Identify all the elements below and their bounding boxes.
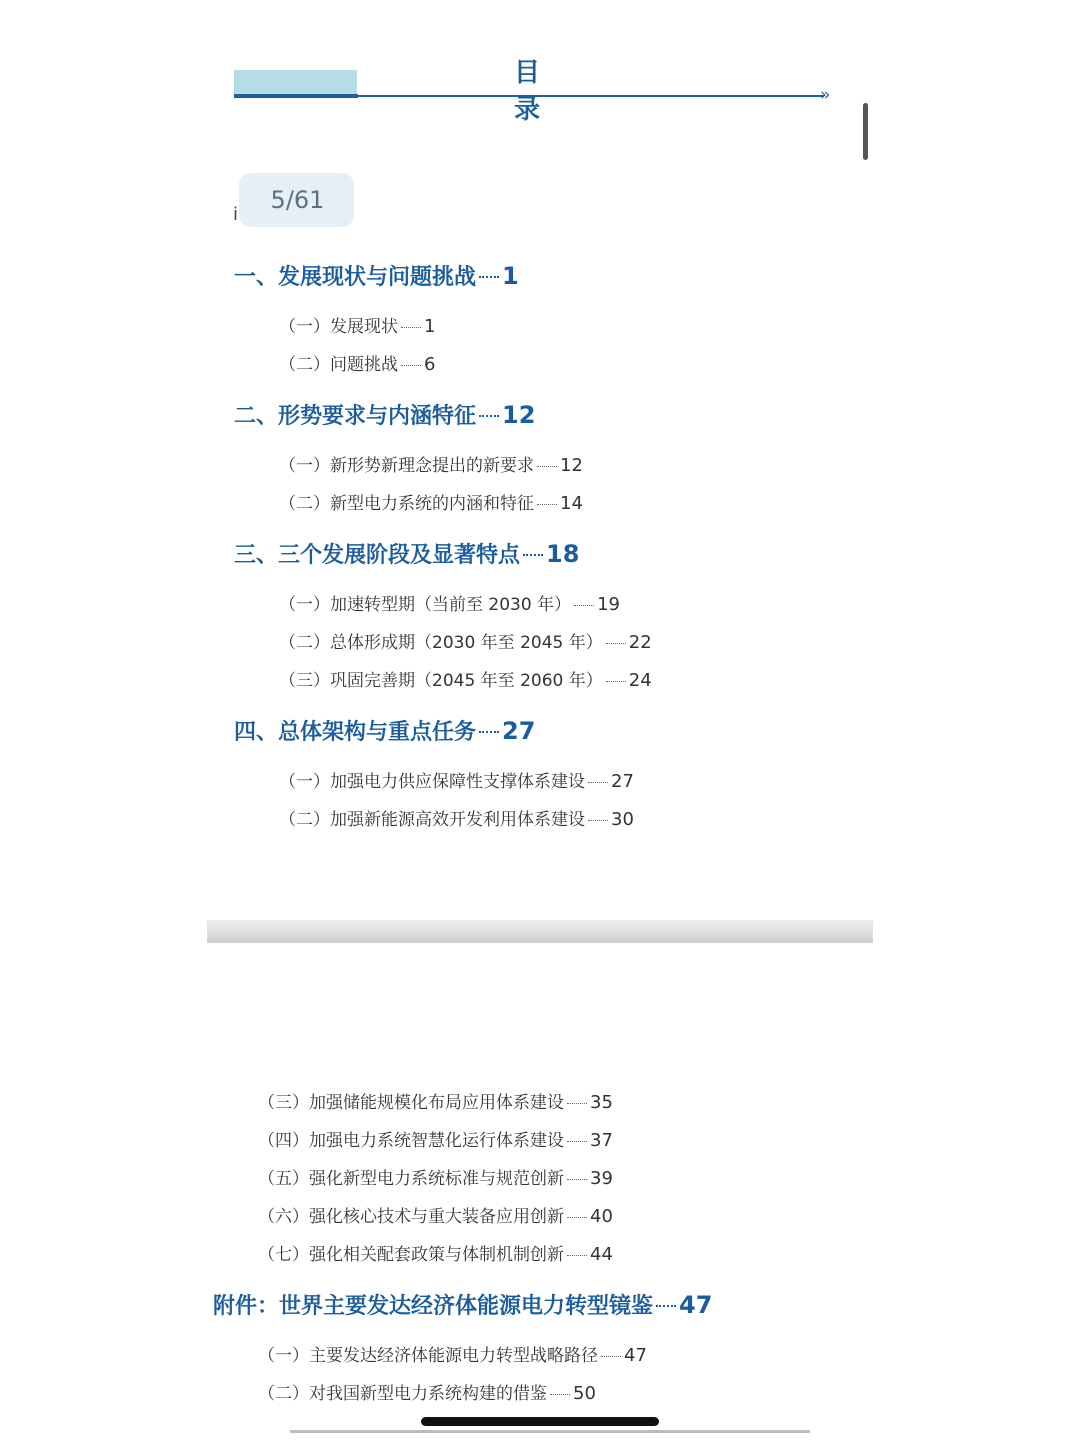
toc-chapter-label: 二、形势要求与内涵特征 (234, 404, 477, 429)
toc-section[interactable] (279, 666, 835, 690)
header-decoration-block (234, 70, 357, 95)
toc-page-number: 47 (624, 1345, 1080, 1440)
dot-leader (567, 1179, 587, 1180)
toc-section[interactable] (279, 767, 835, 791)
toc-page-number: 37 (590, 1130, 1080, 1440)
dot-leader (567, 1255, 587, 1256)
home-indicator[interactable] (421, 1417, 659, 1426)
toc-chapter[interactable] (234, 399, 834, 429)
dot-leader (523, 554, 543, 556)
header-rule-accent (234, 94, 358, 98)
toc-section[interactable] (279, 451, 835, 475)
page-counter-badge: 5/61 (239, 173, 354, 227)
toc-section-label: （七）强化相关配套政策与体制机制创新 (258, 1245, 564, 1265)
toc-section-label: （二）对我国新型电力系统构建的借鉴 (258, 1384, 547, 1404)
dot-leader (574, 605, 594, 606)
page-title: 目 录 (513, 58, 566, 125)
toc-section[interactable] (258, 1164, 814, 1188)
toc-page-number: 22 (629, 632, 1080, 1440)
toc-page-number: 40 (590, 1206, 1080, 1440)
dot-leader (601, 1356, 621, 1357)
toc-section[interactable] (279, 628, 835, 652)
double-chevron-right-icon: » (820, 85, 827, 105)
toc-section[interactable] (258, 1088, 814, 1112)
toc-chapter[interactable] (234, 260, 834, 290)
toc-section[interactable] (279, 489, 835, 513)
toc-section-label: （一）加强电力供应保障性支撑体系建设 (279, 772, 585, 792)
toc-page-number: 24 (629, 670, 1080, 1440)
dot-leader (401, 365, 421, 366)
toc-section-label: （一）新形势新理念提出的新要求 (279, 456, 534, 476)
toc-page-number: 1 (424, 316, 1080, 1440)
dot-leader (479, 415, 499, 417)
scrollbar-thumb[interactable] (863, 103, 868, 160)
dot-leader (567, 1141, 587, 1142)
toc-section[interactable] (279, 350, 835, 374)
bottom-rule (290, 1430, 810, 1433)
toc-section-label: （二）问题挑战 (279, 355, 398, 375)
dot-leader (567, 1103, 587, 1104)
toc-chapter[interactable] (234, 715, 834, 745)
toc-page-number: 19 (597, 594, 1080, 1440)
toc-section-label: （一）主要发达经济体能源电力转型战略路径 (258, 1346, 598, 1366)
toc-page-number: 12 (560, 455, 1080, 1440)
toc-chapter-label: 附件：世界主要发达经济体能源电力转型镜鉴 (213, 1294, 654, 1319)
toc-chapter-label: 一、发展现状与问题挑战 (234, 265, 477, 290)
toc-section[interactable] (279, 312, 835, 336)
dot-leader (656, 1305, 676, 1307)
dot-leader (479, 276, 499, 278)
toc-page-number: 12 (502, 401, 1080, 1440)
toc-page-number: 1 (502, 262, 1080, 1440)
page-separator-shadow (207, 940, 873, 943)
toc-page-number: 27 (611, 771, 1080, 1440)
toc-section[interactable] (258, 1202, 814, 1226)
toc-chapter-label: 三、三个发展阶段及显著特点 (234, 543, 521, 568)
toc-section[interactable] (258, 1379, 814, 1403)
toc-section[interactable] (258, 1126, 814, 1150)
dot-leader (588, 782, 608, 783)
toc-section-label: （三）巩固完善期（2045 年至 2060 年） (279, 671, 603, 691)
toc-section[interactable] (258, 1341, 814, 1365)
toc-chapter-label: 四、总体架构与重点任务 (234, 720, 477, 745)
toc-section-label: （四）加强电力系统智慧化运行体系建设 (258, 1131, 564, 1151)
toc-section-label: （三）加强储能规模化布局应用体系建设 (258, 1093, 564, 1113)
toc-section-label: （二）总体形成期（2030 年至 2045 年） (279, 633, 603, 653)
dot-leader (479, 731, 499, 733)
toc-page-number: 18 (546, 540, 1080, 1440)
toc-section-label: （六）强化核心技术与重大装备应用创新 (258, 1207, 564, 1227)
dot-leader (606, 681, 626, 682)
toc-page-number: 50 (573, 1383, 1080, 1440)
toc-page-number: 14 (560, 493, 1080, 1440)
toc-page-number: 35 (590, 1092, 1080, 1440)
dot-leader (550, 1394, 570, 1395)
dot-leader (567, 1217, 587, 1218)
toc-section[interactable] (258, 1240, 814, 1264)
toc-section-label: （一）加速转型期（当前至 2030 年） (279, 595, 572, 615)
dot-leader (537, 504, 557, 505)
toc-section[interactable] (279, 805, 835, 829)
toc-page-number: 6 (424, 354, 1080, 1440)
dot-leader (401, 327, 421, 328)
toc-page-number: 39 (590, 1168, 1080, 1440)
toc-chapter[interactable] (234, 538, 834, 568)
toc-section-label: （二）加强新能源高效开发利用体系建设 (279, 810, 585, 830)
toc-page-number: 47 (679, 1291, 1080, 1440)
toc-page-number: 44 (590, 1244, 1080, 1440)
toc-appendix[interactable] (213, 1289, 813, 1319)
page-separator (207, 920, 873, 940)
toc-section-label: （二）新型电力系统的内涵和特征 (279, 494, 534, 514)
toc-section-label: （一）发展现状 (279, 317, 398, 337)
dot-leader (606, 643, 626, 644)
clipped-text-fragment: i (233, 204, 239, 225)
dot-leader (537, 466, 557, 467)
toc-page-number: 27 (502, 717, 1080, 1440)
toc-section-label: （五）强化新型电力系统标准与规范创新 (258, 1169, 564, 1189)
toc-page-number: 30 (611, 809, 1080, 1440)
toc-section[interactable] (279, 590, 835, 614)
dot-leader (588, 820, 608, 821)
